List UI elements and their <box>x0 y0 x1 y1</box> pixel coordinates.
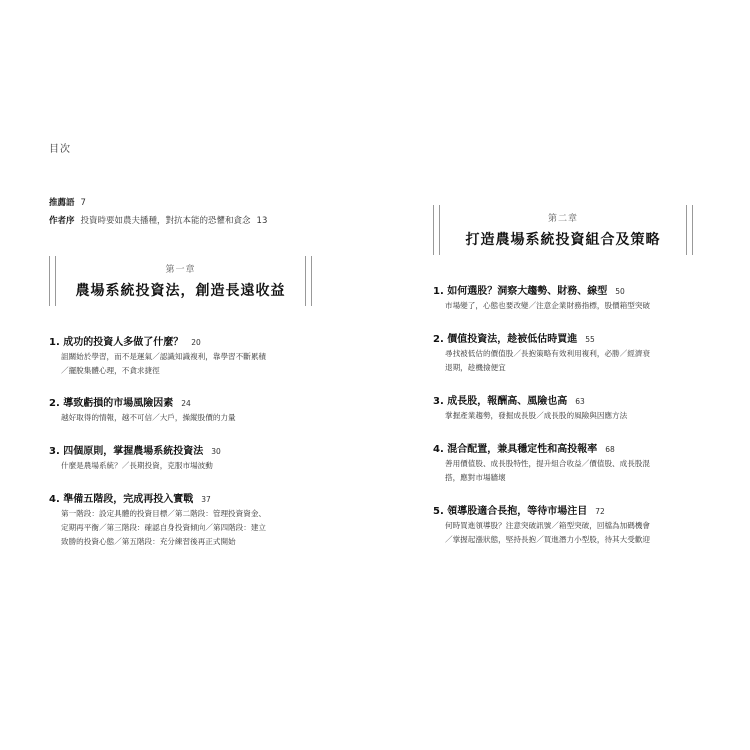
entry-title: 1. 成功的投資人多做了什麼？ <box>49 337 184 348</box>
toc-entry[interactable] <box>433 502 650 547</box>
entry-title: 4. 準備五階段，完成再投入實戰 <box>49 494 194 505</box>
entry-line: 何時買進領導股？注意突破訊號／箱型突破，回檔為加碼機會 <box>445 521 651 530</box>
entry-line: ／擺脫集體心理，不貪求捷徑 <box>61 366 160 375</box>
entry-line: 致勝的投資心態／第五階段：充分練習後再正式開始 <box>61 537 236 546</box>
entry-line: 市場變了，心態也要改變／注意企業財務指標，股價箱型突破 <box>445 301 651 310</box>
entry-line: 定期再平衡／第三階段：確認自身投資傾向／第四階段：建立 <box>61 523 267 532</box>
chapter-number: 第一章 <box>165 265 196 275</box>
toc-entry[interactable] <box>433 392 627 423</box>
entry-line: 什麼是農場系統？／長期投資，克服市場波動 <box>61 461 213 470</box>
chapter-1-header <box>49 256 312 306</box>
toc-entry[interactable] <box>49 394 236 425</box>
entry-page: 55 <box>585 335 595 344</box>
entry-line: 尋找被低估的價值股／長抱策略有效利用複利，必勝／經濟衰 <box>445 349 651 358</box>
decorative-bars <box>305 256 312 306</box>
entry-page: 50 <box>615 287 625 296</box>
toc-entry[interactable] <box>433 282 650 313</box>
front-item-page: 7 <box>80 198 86 208</box>
entry-page: 20 <box>191 338 201 347</box>
entry-title: 3. 成長股，報酬高、風險也高 <box>433 396 568 407</box>
entry-line: 詛關始於學習，而不是運氣／認識知識複利，靠學習不斷累積 <box>61 352 267 361</box>
front-item-label: 作者序 <box>49 216 75 226</box>
entry-title: 5. 領導股適合長抱，等待市場注目 <box>433 506 588 517</box>
toc-entry[interactable] <box>49 490 266 549</box>
entry-page: 68 <box>605 445 615 454</box>
entry-page: 63 <box>575 397 585 406</box>
front-item-recommendations[interactable] <box>49 196 86 208</box>
entry-line: 越好取得的情報，越不可信／大戶，操縱股價的力量 <box>61 413 236 422</box>
chapter-title: 打造農場系統投資組合及策略 <box>465 232 661 248</box>
entry-line: 退期，趁機撿便宜 <box>445 363 506 372</box>
front-item-label: 推薦語 <box>49 198 75 208</box>
entry-line: 善用價值股、成長股特性，提升組合收益／價值股、成長股混 <box>445 459 651 468</box>
chapter-number: 第二章 <box>547 214 578 224</box>
toc-entry[interactable] <box>433 330 650 375</box>
entry-page: 37 <box>201 495 211 504</box>
entry-line: 第一階段：設定具體的投資目標／第二階段：管理投資資金、 <box>61 509 267 518</box>
toc-heading: 目次 <box>49 144 71 155</box>
entry-page: 24 <box>181 399 191 408</box>
entry-line: 搭，應對市場牆壞 <box>445 473 506 482</box>
decorative-bars <box>433 205 440 255</box>
toc-entry[interactable] <box>433 440 650 485</box>
entry-title: 3. 四個原則，掌握農場系統投資法 <box>49 446 204 457</box>
entry-page: 30 <box>211 447 221 456</box>
chapter-2-header <box>433 205 693 255</box>
entry-title: 4. 混合配置，兼具穩定性和高投報率 <box>433 444 598 455</box>
entry-line: ／掌握起漲狀態，堅持長抱／買進潛力小型股，待其大受歡迎 <box>445 535 651 544</box>
toc-entry[interactable] <box>49 333 266 378</box>
front-item-page: 13 <box>256 216 268 226</box>
entry-title: 1. 如何選股？洞察大趨勢、財務、線型 <box>433 286 608 297</box>
entry-title: 2. 價值投資法，趁被低估時買進 <box>433 334 578 345</box>
chapter-title: 農場系統投資法，創造長遠收益 <box>75 283 286 299</box>
decorative-bars <box>686 205 693 255</box>
front-item-text: 投資時要如農夫播種，對抗本能的恐懼和貪念 <box>80 216 251 226</box>
toc-entry[interactable] <box>49 442 221 473</box>
entry-page: 72 <box>595 507 605 516</box>
decorative-bars <box>49 256 56 306</box>
entry-title: 2. 導致虧損的市場風險因素 <box>49 398 174 409</box>
front-item-preface[interactable] <box>49 214 267 226</box>
entry-line: 掌握產業趨勢，發掘成長股／成長股的風險與因應方法 <box>445 411 628 420</box>
